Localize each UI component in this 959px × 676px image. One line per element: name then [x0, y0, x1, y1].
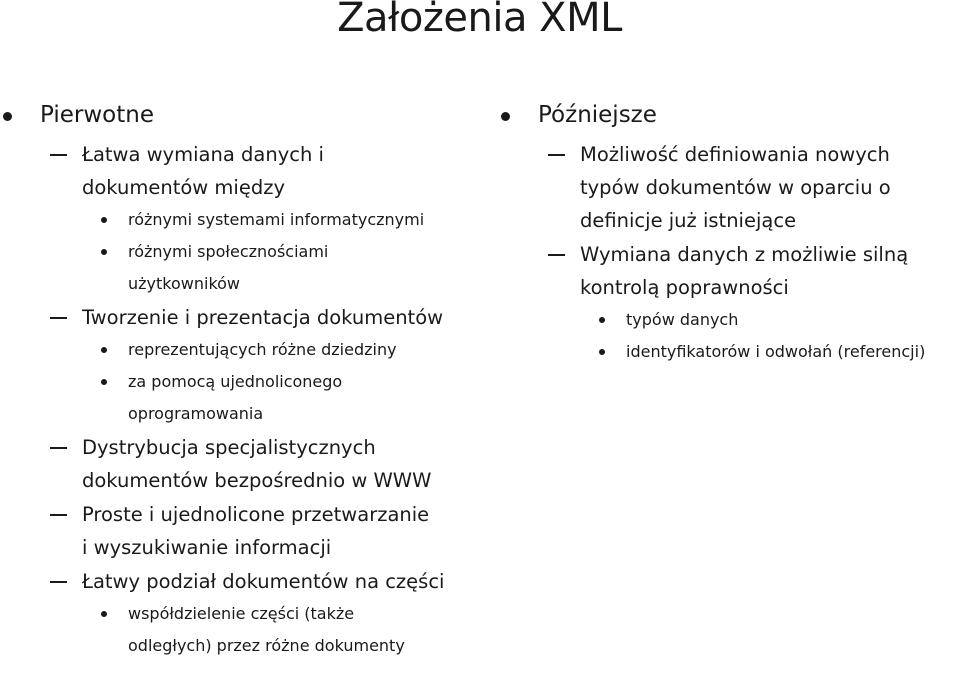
right-item-2-sub-1	[498, 304, 959, 336]
dash-icon	[50, 317, 67, 319]
right-item-1-line-2: typów dokumentów w oparciu o	[580, 176, 891, 199]
dash-icon	[50, 154, 67, 156]
bullet-dot-icon	[3, 112, 12, 121]
left-item-4-line-1: Proste i ujednolicone przetwarzanie	[82, 503, 430, 526]
slide-title: Założenia XML	[337, 0, 622, 41]
dash-icon	[50, 581, 67, 583]
right-heading-bullet	[498, 98, 959, 132]
right-heading: Późniejsze	[538, 102, 657, 128]
small-bullet-icon	[599, 349, 605, 355]
left-item-2-sub-1	[0, 334, 480, 366]
right-item-2-line-1: Wymiana danych z możliwie silną	[580, 243, 909, 266]
dash-icon	[548, 254, 565, 256]
left-item-4	[0, 498, 480, 564]
left-item-2-sub-1-line-1: reprezentujących różne dziedziny	[128, 340, 397, 359]
left-column	[0, 98, 480, 662]
right-item-2-sub-2-line-1: identyfikatorów i odwołań (referencji)	[626, 342, 926, 361]
left-item-3-line-2: dokumentów bezpośrednio w WWW	[82, 469, 432, 492]
left-item-5-sub-1-line-1: współdzielenie części (także	[128, 604, 355, 623]
left-item-1-line-2: dokumentów między	[82, 176, 285, 199]
left-item-1-line-1: Łatwa wymiana danych i	[82, 143, 324, 166]
left-item-3	[0, 431, 480, 497]
left-heading-bullet	[0, 98, 480, 132]
left-item-1-sub-2-line-2: użytkowników	[128, 274, 241, 293]
left-heading: Pierwotne	[40, 102, 154, 128]
right-item-1-line-1: Możliwość definiowania nowych	[580, 143, 890, 166]
right-item-2-line-2: kontrolą poprawności	[580, 276, 789, 299]
left-item-3-line-1: Dystrybucja specjalistycznych	[82, 436, 376, 459]
bullet-dot-icon	[501, 112, 510, 121]
left-item-1-sub-1	[0, 204, 480, 236]
left-item-5-sub-1	[0, 598, 480, 662]
dash-icon	[50, 447, 67, 449]
left-item-5-line-1: Łatwy podział dokumentów na części	[82, 570, 445, 593]
right-item-1-line-3: definicje już istniejące	[580, 209, 797, 232]
left-item-2	[0, 301, 480, 334]
dash-icon	[50, 514, 67, 516]
small-bullet-icon	[101, 347, 107, 353]
left-item-2-sub-2-line-1: za pomocą ujednoliconego	[128, 372, 343, 391]
right-item-1	[498, 138, 959, 237]
dash-icon	[548, 154, 565, 156]
left-item-2-sub-2	[0, 366, 480, 430]
small-bullet-icon	[101, 249, 107, 255]
small-bullet-icon	[101, 611, 107, 617]
left-item-1-sub-2-line-1: różnymi społecznościami	[128, 242, 329, 261]
left-item-1-sub-2	[0, 236, 480, 300]
left-item-5	[0, 565, 480, 598]
left-item-2-sub-2-line-2: oprogramowania	[128, 404, 264, 423]
small-bullet-icon	[101, 379, 107, 385]
right-item-2-sub-2	[498, 336, 959, 368]
left-item-2-line-1: Tworzenie i prezentacja dokumentów	[82, 306, 444, 329]
right-item-2-sub-1-line-1: typów danych	[626, 310, 739, 329]
left-item-1-sub-1-line-1: różnymi systemami informatycznymi	[128, 210, 425, 229]
left-item-4-line-2: i wyszukiwanie informacji	[82, 536, 332, 559]
small-bullet-icon	[101, 217, 107, 223]
left-item-5-sub-1-line-2: odległych) przez różne dokumenty	[128, 636, 405, 655]
small-bullet-icon	[599, 317, 605, 323]
right-column	[498, 98, 959, 368]
left-item-1	[0, 138, 480, 204]
right-item-2	[498, 238, 959, 304]
